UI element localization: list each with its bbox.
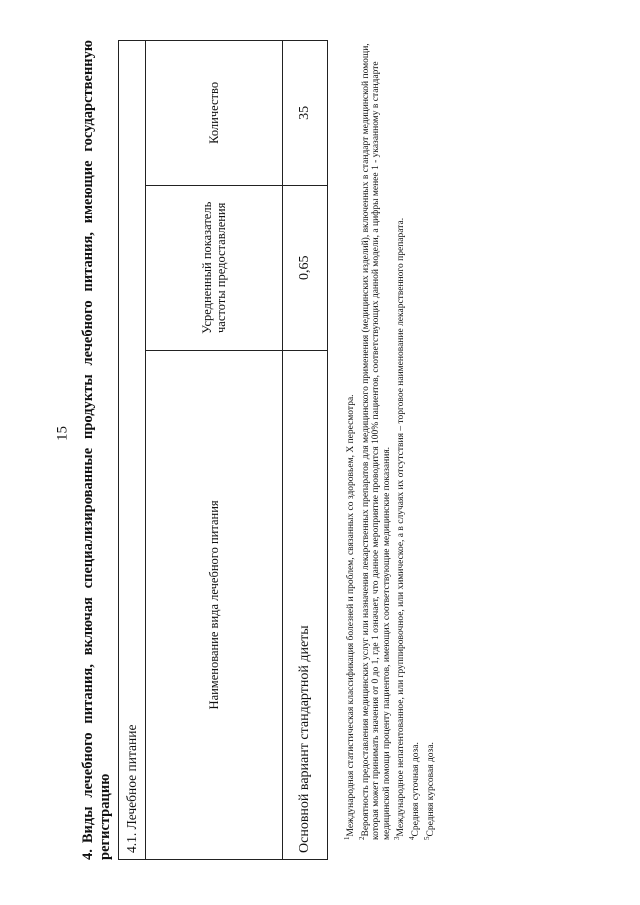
section-title: [80, 40, 114, 860]
row-name: Основной вариант стандартной диеты: [283, 350, 328, 859]
footnote: $^3$Международное непатентованное, или группировочное, или химическое, а в случаях их отсутствия – торговое наименование лекарственного препарата.: [393, 217, 407, 840]
section-number: 4.: [80, 849, 96, 860]
table-group-row: [119, 41, 146, 860]
nutrition-table: [118, 40, 328, 860]
footnote: $^1$Международная статистическая классификация болезней и проблем, связанных со здоровьем, X пересмотра.: [343, 394, 357, 840]
page-number: 15: [54, 426, 71, 441]
header-quantity: Количество: [146, 41, 283, 186]
group-label: 4.1. Лечебное питание: [119, 41, 146, 860]
footnotes: [342, 40, 436, 860]
row-frequency: 0,65: [283, 185, 328, 350]
table-row: [283, 41, 328, 860]
row-quantity: 35: [283, 41, 328, 186]
header-name: Наименование вида лечебного питания: [146, 350, 283, 859]
section-title-text: Виды лечебного питания, включая специализированные продукты лечебного питания, имеющие государственную регистрацию: [80, 40, 113, 860]
footnote: $^2$Вероятность предоставления медицинских услуг или назначения лекарственных препаратов для медицинского применения (медицинских изделий), включенных в стандарт медицинской помощи, которая может принимать значения от 0 до 1, где 1 означает, что данное мероприятие проводится 100% пациентов, соответствующих данной модели, а цифры менее 1 - указанному в стандарте медицинской помощи проценту пациентов, имеющих соответствующие медицинские показания.: [357, 43, 392, 840]
table-header-row: [146, 41, 283, 860]
footnote: $^4$Средняя суточная доза.: [407, 742, 422, 840]
footnote: $^5$Средняя курсовая доза.: [422, 742, 436, 840]
header-frequency: Усредненный показатель частоты предоставления: [146, 185, 283, 350]
rotated-page-content: [80, 40, 436, 860]
